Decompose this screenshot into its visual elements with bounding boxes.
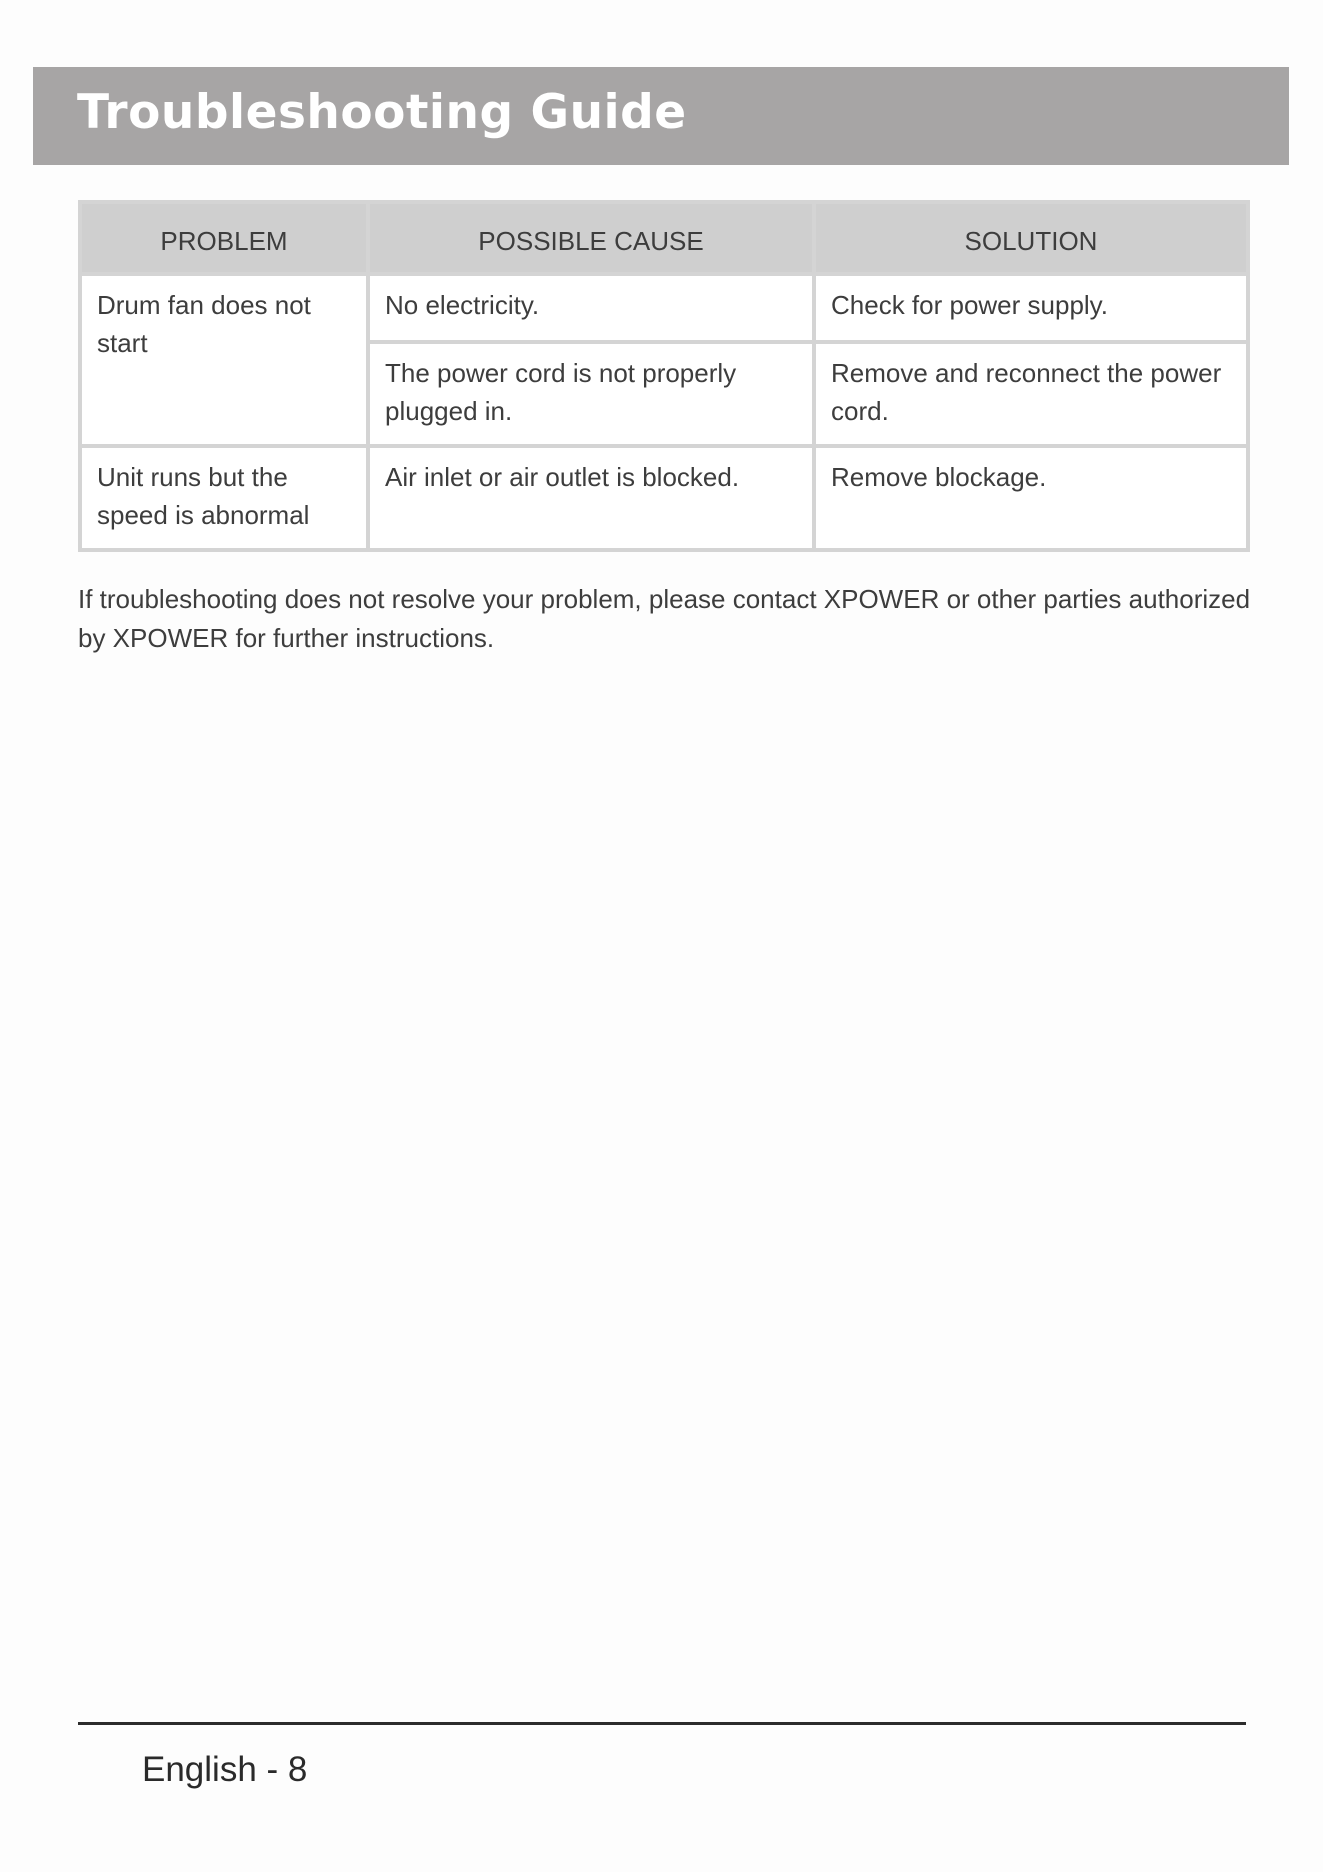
column-header-solution: SOLUTION: [814, 202, 1248, 274]
footer-divider: [78, 1722, 1246, 1725]
column-header-cause: POSSIBLE CAUSE: [368, 202, 814, 274]
table-row: [80, 446, 1248, 550]
page-title: Troubleshooting Guide: [77, 85, 687, 140]
cause-cell: The power cord is not properly plugged in.: [368, 342, 814, 446]
solution-cell: Remove blockage.: [814, 446, 1248, 550]
column-header-problem: PROBLEM: [80, 202, 368, 274]
problem-cell: Drum fan does not start: [80, 274, 368, 446]
cause-cell: Air inlet or air outlet is blocked.: [368, 446, 814, 550]
solution-cell: Remove and reconnect the power cord.: [814, 342, 1248, 446]
table-row: [80, 274, 1248, 342]
solution-cell: Check for power supply.: [814, 274, 1248, 342]
page-number: English - 8: [142, 1750, 308, 1789]
cause-cell: No electricity.: [368, 274, 814, 342]
troubleshooting-table: [78, 200, 1250, 552]
title-banner: [33, 67, 1289, 165]
problem-cell: Unit runs but the speed is abnormal: [80, 446, 368, 550]
support-note: If troubleshooting does not resolve your problem, please contact XPOWER or other parties authorized by XPOWER for further instructions.: [78, 584, 1251, 653]
table-header-row: [80, 202, 1248, 274]
